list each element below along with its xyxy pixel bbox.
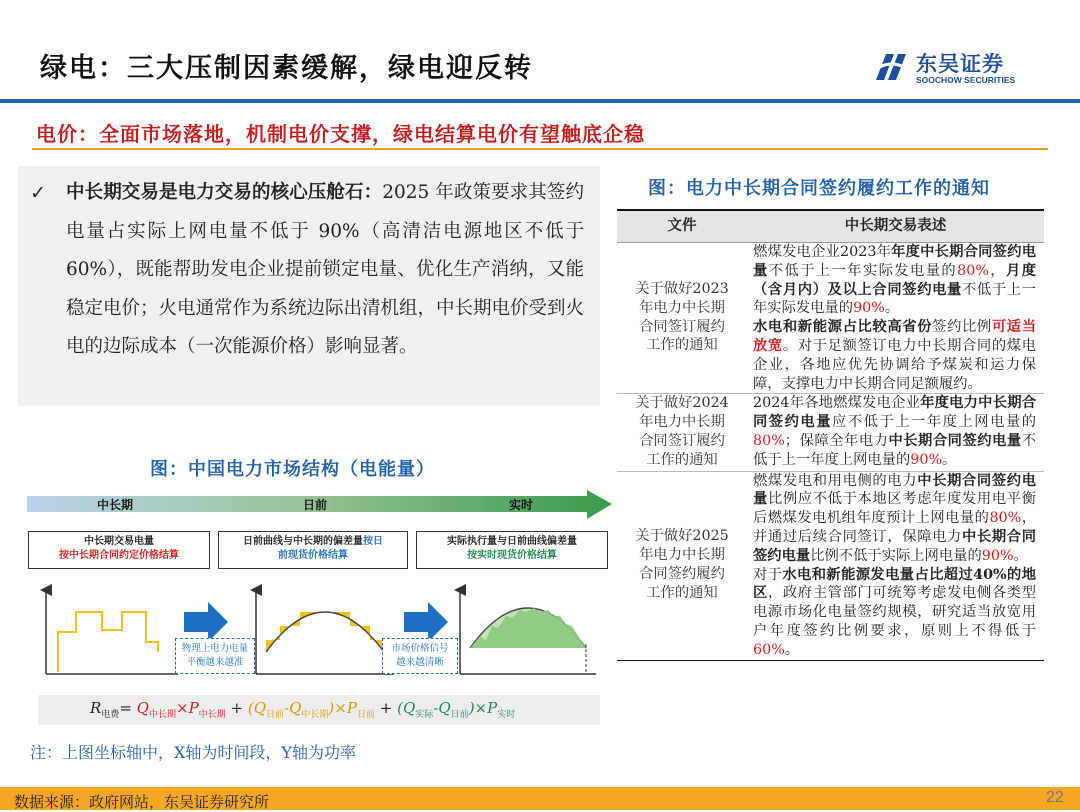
- table-header-document: 文件: [617, 210, 747, 243]
- formula-plus: +: [230, 699, 244, 717]
- long-term-step-chart: [46, 590, 178, 674]
- formula-p1: P: [188, 699, 199, 717]
- timeline-label-realtime: 实时: [508, 498, 534, 512]
- settlement-box-title: 实际执行量与日前曲线偏差量: [447, 536, 577, 547]
- settlement-box-title: 日前曲线与中长期的偏差量: [243, 536, 363, 547]
- doc-line: 工作的通知: [646, 451, 718, 468]
- formula-p2-sub: 日前: [356, 710, 375, 720]
- logo-text-cn: 东吴证券: [916, 51, 1004, 76]
- formula-q2b-sub: 中长期: [301, 710, 329, 720]
- doc-line: 合同签约履约: [639, 566, 725, 583]
- physical-balance-line2: 平衡越来越准: [186, 657, 244, 668]
- formula-eq: =: [119, 699, 132, 717]
- table-cell-document: [617, 243, 747, 394]
- formula-q2b: Q: [289, 699, 302, 717]
- timeline-label-day-ahead: 日前: [302, 498, 328, 512]
- contract-notice-caption: 图：电力中长期合同签约履约工作的通知: [648, 178, 990, 199]
- subtitle-divider: [32, 148, 1048, 150]
- company-logo: [872, 48, 1032, 88]
- section-subtitle: 电价：全面市场落地，机制电价支撑，绿电结算电价有望触底企稳: [36, 122, 645, 146]
- realtime-curve-chart: [460, 590, 596, 674]
- market-structure-caption: 图：中国电力市场结构（电能量）: [150, 459, 435, 480]
- data-source: 数据来源：政府网站，东吴证券研究所: [14, 793, 270, 811]
- contract-notice-table: [617, 209, 1044, 661]
- formula-q2a: Q: [253, 699, 266, 717]
- formula-q1: Q: [136, 699, 149, 717]
- formula-q2a-sub: 日前: [266, 710, 285, 720]
- key-point-lead: 中长期交易是电力交易的核心压舱石：: [66, 182, 383, 203]
- table-cell-statement: 2024年各地燃煤发电企业年度电力中长期合同签约电量应不低于上一年度上网电量的80%；保障全年电力中长期合同签约电量不低于上一年度上网电量的90%。: [747, 394, 1044, 471]
- doc-line: 关于做好2023: [635, 281, 729, 298]
- doc-line: 工作的通知: [646, 584, 718, 601]
- page-number: 22: [1046, 789, 1064, 806]
- physical-balance-line1: 物理上电力电量: [181, 643, 249, 654]
- settlement-box-day-ahead: [218, 531, 408, 569]
- doc-line: 合同签订履约: [639, 318, 725, 335]
- logo-mark-icon: [872, 50, 910, 84]
- market-signal-line1: 市场价格信号: [391, 643, 449, 654]
- formula-p3-sub: 实时: [497, 710, 516, 720]
- formula-times: ×: [176, 699, 189, 717]
- market-signal-line2: 越来越清晰: [396, 657, 444, 668]
- day-ahead-curve-chart: [256, 590, 394, 674]
- settlement-box-rule: 前现货价格结算: [278, 550, 348, 561]
- timeline-label-long-term: 中长期: [96, 498, 134, 512]
- checkmark-icon: ✓: [30, 182, 46, 204]
- doc-line: 年电力中长期: [639, 414, 725, 431]
- settlement-box-realtime: [416, 531, 608, 569]
- formula-q3b-sub: 日前: [450, 710, 469, 720]
- settlement-box-rule: 按实时现货价格结算: [467, 550, 557, 561]
- revenue-formula: $R_{电费}= Q_{中长期}\times P_{中长期} + (Q_{日前}-Q_{中长期})\times P_{日前} + (Q_{实际}-Q_{日前})\times P_{实时}$: [38, 695, 600, 725]
- formula-p2: P: [346, 699, 357, 717]
- arrow-right-icon: [184, 602, 228, 642]
- formula-r: R: [90, 699, 102, 717]
- table-cell-document: [617, 471, 747, 660]
- doc-line: 关于做好2024: [635, 395, 729, 412]
- doc-line: 合同签订履约: [639, 432, 725, 449]
- settlement-box-rule-prefix: 按日: [363, 536, 383, 547]
- formula-q3a: Q: [402, 699, 416, 717]
- formula-q1-sub: 中长期: [148, 710, 176, 720]
- doc-line: 年电力中长期: [639, 547, 725, 564]
- table-cell-statement: 燃煤发电企业2023年年度中长期合同签约电量不低于上一年实际发电量的80%，月度（含月内）及以上合同签约电量不低于上一年实际发电量的90%。 水电和新能源占比较高省份签约比例可适当放宽。对于足额签订电力中长期合同的煤电企业，各地应优先协调给予煤炭和运力保障，支撑电力中长期合同足额履约。: [747, 243, 1044, 394]
- doc-line: 年电力中长期: [639, 299, 725, 316]
- header-divider: [0, 99, 1080, 103]
- table-header-statement: 中长期交易表述: [747, 210, 1044, 243]
- formula-q3a-sub: 实际: [415, 710, 434, 720]
- formula-q3b: Q: [438, 699, 451, 717]
- table-row: [617, 471, 1044, 660]
- formula-p1-sub: 中长期: [198, 710, 226, 720]
- figure-note: 注：上图坐标轴中，X轴为时间段，Y轴为功率: [30, 743, 356, 762]
- settlement-box-long-term: [28, 531, 210, 569]
- formula-r-sub: 电费: [101, 710, 120, 720]
- table-cell-document: [617, 394, 747, 471]
- logo-text-en: SOOCHOW SECURITIES: [916, 75, 1016, 85]
- doc-line: 工作的通知: [646, 337, 718, 354]
- timeline-arrow: [27, 490, 612, 520]
- table-row: [617, 243, 1044, 394]
- physical-balance-label: [175, 638, 255, 674]
- arrow-right-icon: [404, 602, 448, 642]
- settlement-box-title: 中长期交易电量: [84, 536, 154, 547]
- table-cell-statement: 燃煤发电和用电侧的电力中长期合同签约电量比例应不低于本地区考虑年度发用电平衡后燃煤发电机组年度预计上网电量的80%，并通过后续合同签订，保障电力中长期合同签约电量比例不低于实际上网电量的90%。 对于水电和新能源发电量占比超过40%的地区，政府主管部门可统筹考虑发电侧各类型电源市场化电量签约规模，研究适当放宽用户年度签约比例要求，原则上不得低于60%。: [747, 471, 1044, 660]
- formula-p3: P: [487, 699, 498, 717]
- key-point-paragraph: [66, 174, 584, 367]
- table-row: [617, 394, 1044, 471]
- market-signal-label: [382, 638, 458, 674]
- table-header-row: [617, 210, 1044, 243]
- settlement-schematic: [40, 582, 600, 682]
- key-point-body: 2025 年政策要求其签约电量占实际上网电量不低于 90%（高清洁电源地区不低于 60%），既能帮助发电企业提前锁定电量、优化生产消纳，又能稳定电价；火电通常作为系统边际出清机组，中长期电价受到火电的边际成本（一次能源价格）影响显著。: [66, 182, 585, 357]
- settlement-box-rule: 按中长期合同约定价格结算: [59, 550, 179, 561]
- doc-line: 关于做好2025: [635, 528, 729, 545]
- page-title: 绿电：三大压制因素缓解，绿电迎反转: [40, 53, 533, 84]
